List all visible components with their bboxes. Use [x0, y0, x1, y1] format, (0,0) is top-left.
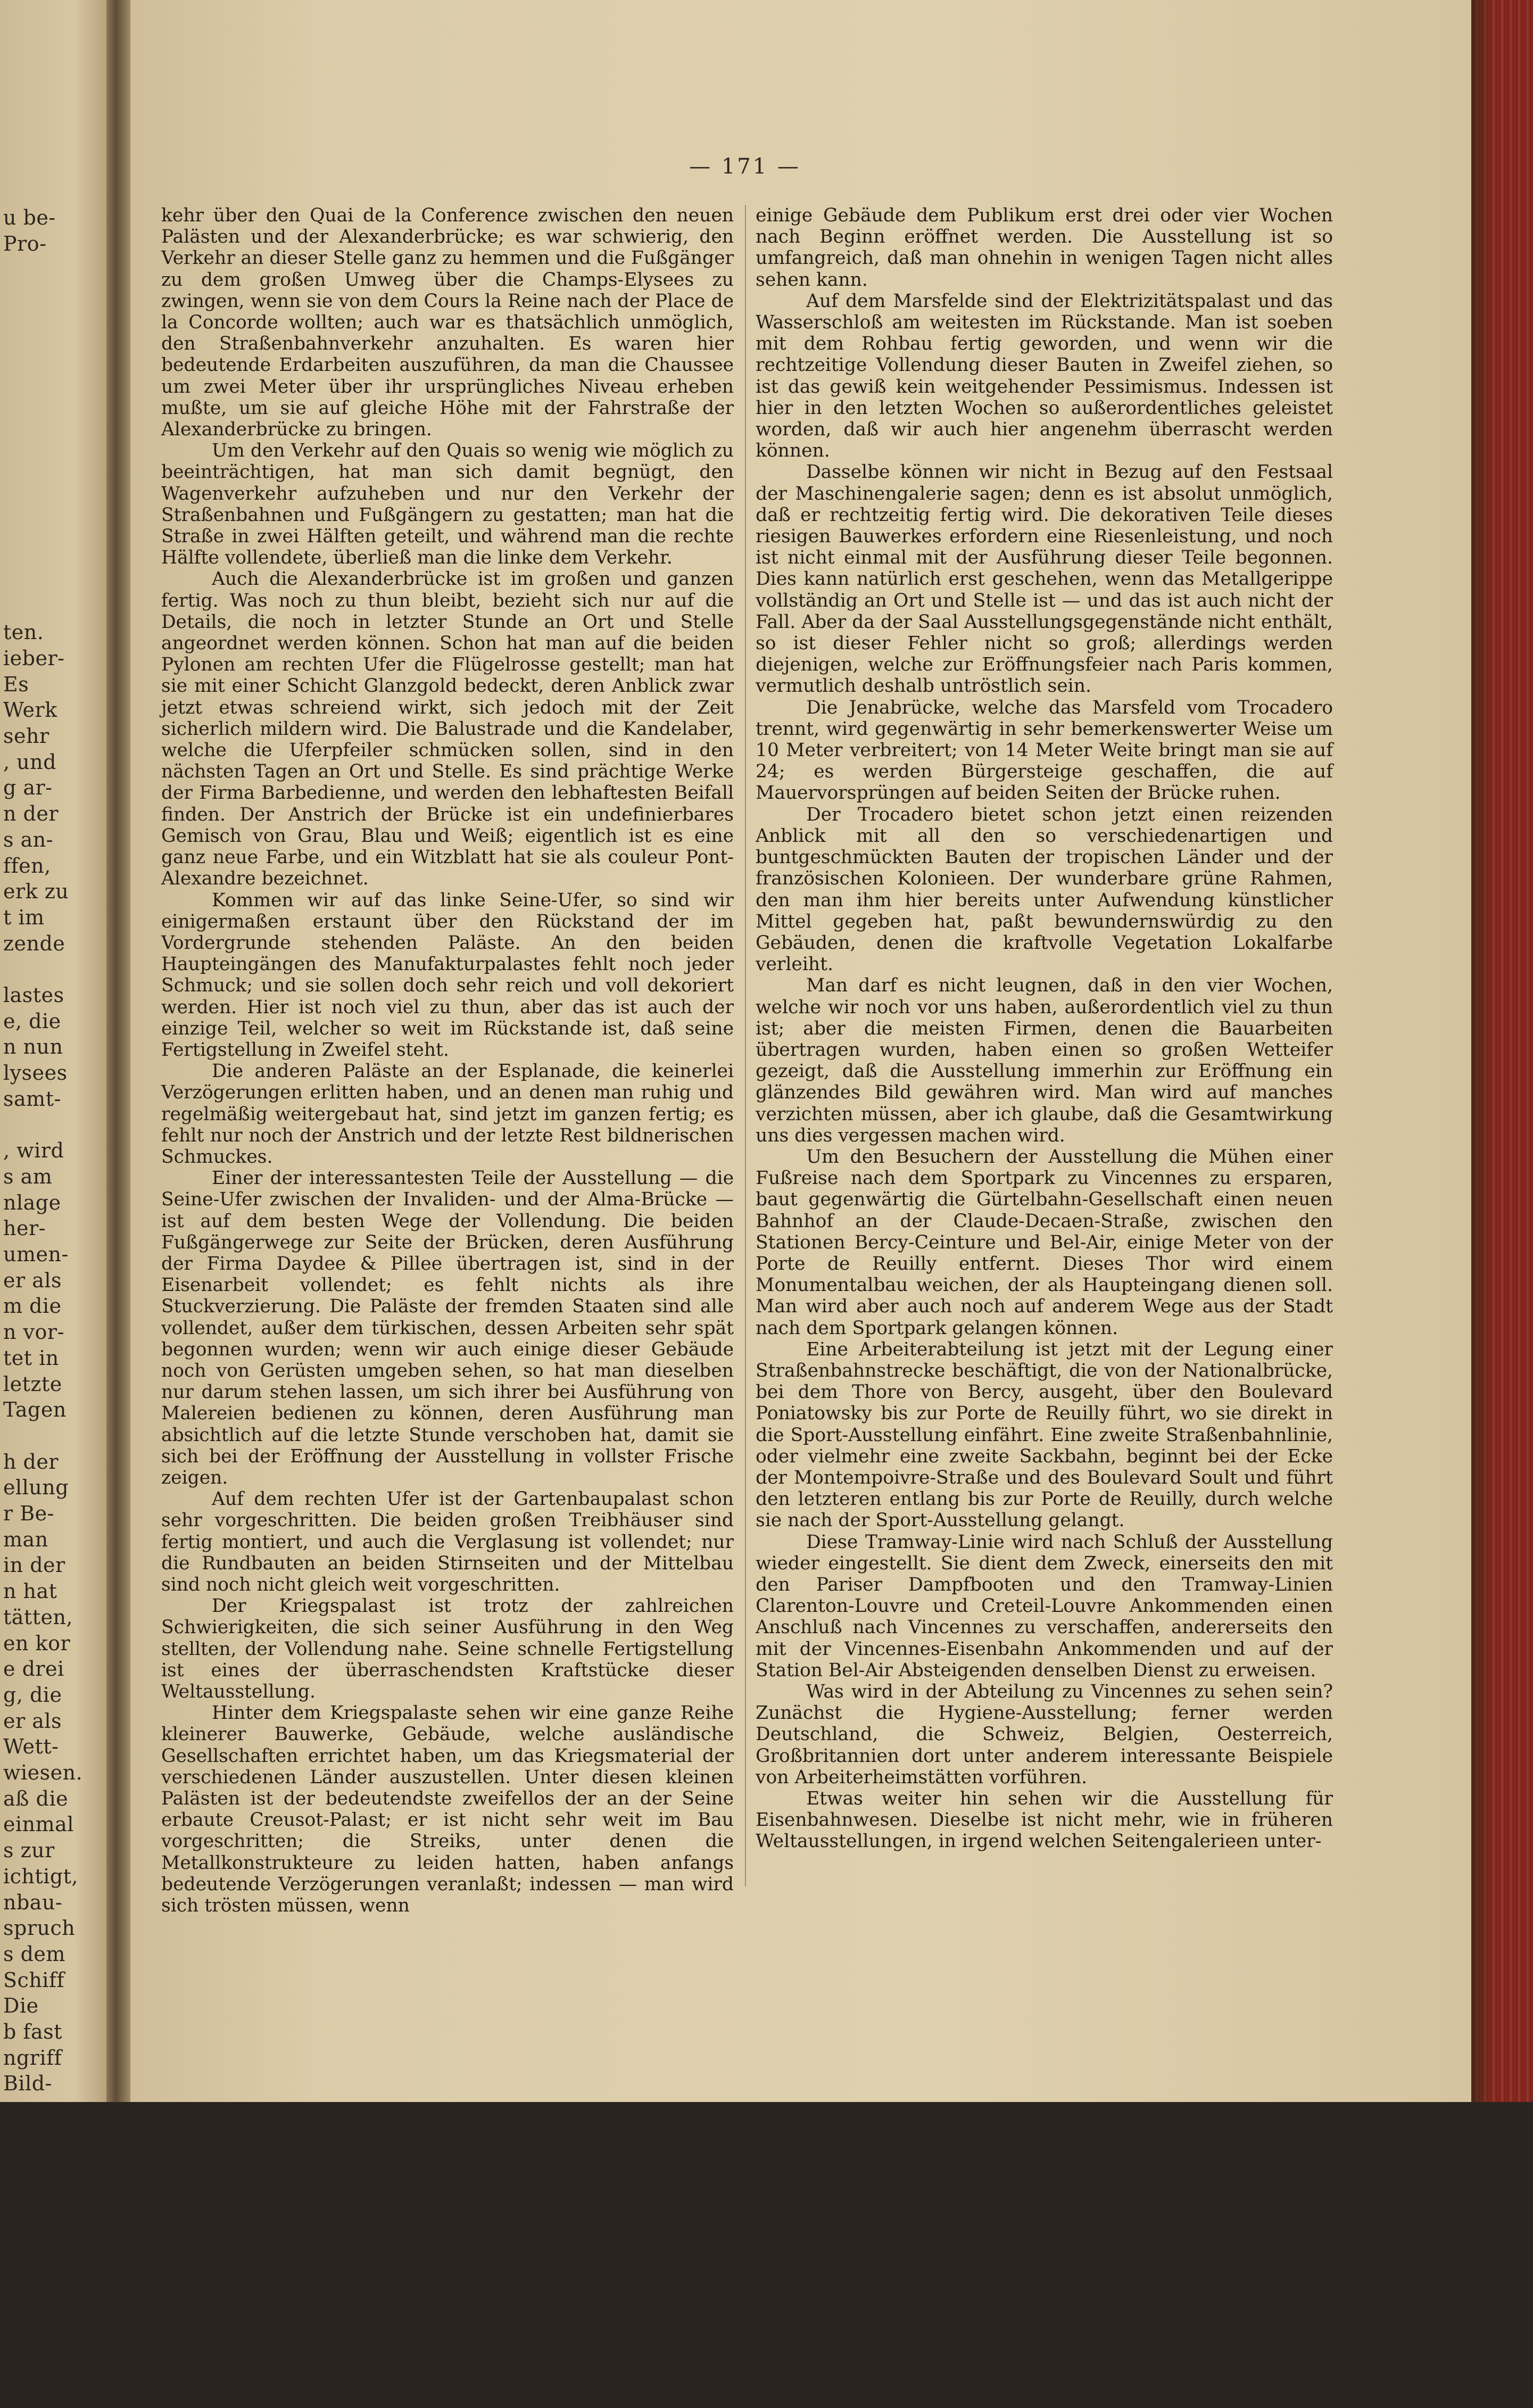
- book-page-stack-edge: [1471, 0, 1533, 2102]
- left-page-fragment: bären,: [3, 2279, 71, 2303]
- book-gutter: [106, 0, 130, 2102]
- paragraph: Einer der interessantesten Teile der Ausstellung — die Seine-Ufer zwischen der Invaliden- und der Alma-Brücke — ist auf dem besten Wege der Vollendung. Die beiden Fußgängerwege zur Seite der Brücken, deren Ausführung der Firma Daydee & Pillee übertragen ist, sind in der Eisenarbeit vollendet; es fehlt nichts als ihre Stuckverzierung. Die Paläste der fremden Staaten sind alle vollendet, außer dem türkischen, dessen Arbeiten sehr spät begonnen wurden; wenn wir auch einige dieser Gebäude noch von Gerüsten umgeben sehen, so hat man dieselben nur darum stehen lassen, um sich ihrer bei Ausführung von Malereien bedienen zu können, deren Ausführung man absichtlich auf die letzte Stunde verschoben hat, damit sie sich bei der Eröffnung der Ausstellung in vollster Frische zeigen.: [161, 1168, 734, 1488]
- left-page-fragment: sehr: [3, 724, 49, 748]
- left-page-fragment: u be-: [3, 206, 56, 229]
- left-page-fragment: ichtigt,: [3, 1864, 79, 1888]
- left-page-fragment: samt-: [3, 1087, 61, 1111]
- page-number: — 171 —: [689, 154, 801, 179]
- paragraph: Die anderen Paläste an der Esplanade, die keinerlei Verzögerungen erlitten haben, und an denen man ruhig und regelmäßig weitergebaut hat, sind jetzt im ganzen fertig; es fehlt nur noch der Anstrich und der letzte Rest bildnerischen Schmuckes.: [161, 1061, 734, 1168]
- text-column-right: [756, 205, 1333, 1852]
- left-page-fragment: g. Die: [3, 2201, 65, 2225]
- paragraph: Um den Besuchern der Ausstellung die Mühen einer Fußreise nach dem Sportpark zu Vincennes zu ersparen, baut gegenwärtig die Gürtelbahn-Gesellschaft einen neuen Bahnhof an der Claude-Decaen-Straße, zwischen den Stationen Bercy-Ceinture und Bel-Air, einige Meter von der Porte de Reuilly entfernt. Dieses Thor wird einem Monumentalbau weichen, der als Haupteingang dienen soll. Man wird aber auch noch auf anderem Wege aus der Stadt nach dem Sportpark gelangen können.: [756, 1146, 1333, 1339]
- paragraph: Hinter dem Kriegspalaste sehen wir eine ganze Reihe kleinerer Bauwerke, Gebäude, welche ausländische Gesellschaften errichtet haben, um das Kriegsmaterial der verschiedenen Länder auszustellen. Unter diesen kleinen Palästen ist der bedeutendste zweifellos der an der Seine erbaute Creusot-Palast; er ist nicht sehr weit im Bau vorgeschritten; die Streiks, unter denen die Metallkonstrukteure zu leiden hatten, haben anfangs bedeutende Verzögerungen veranlaßt; indessen — man wird sich trösten müssen, wenn: [161, 1702, 734, 1917]
- left-page-fragment: n hat: [3, 1579, 57, 1603]
- left-page-fragment: s dem: [3, 1942, 65, 1966]
- paragraph: Man darf es nicht leugnen, daß in den vier Wochen, welche wir noch vor uns haben, außerordentlich viel zu thun ist; aber die meisten Firmen, denen die Bauarbeiten übertragen wurden, haben einen so großen Wetteifer gezeigt, daß die Ausstellung immerhin zur Eröffnung ein glänzendes Bild gewähren wird. Man wird auf manches verzichten müssen, aber ich glaube, daß die Gesamtwirkung uns dies vergessen machen wird.: [756, 975, 1333, 1146]
- left-page-fragment: r Ber-: [3, 2382, 64, 2406]
- left-page-fragment: Wochen: [3, 2149, 86, 2173]
- left-page-fragment: ngriff: [3, 2046, 62, 2070]
- left-page-fragment: Wett-: [3, 1735, 59, 1759]
- left-page-fragment: her-: [3, 1217, 46, 1240]
- left-page-fragment: e, die: [3, 1009, 61, 1033]
- left-page-fragment: b fast: [3, 2020, 62, 2043]
- left-page-fragment: man: [3, 1527, 48, 1551]
- left-page-fragment: s an-: [3, 828, 54, 851]
- left-page-fragment: Pro-: [3, 231, 47, 255]
- left-page-fragment: n nun: [3, 1035, 63, 1059]
- left-page-fragment: lysees: [3, 1061, 68, 1085]
- left-page-fragment: g, die: [3, 1683, 62, 1707]
- left-page-fragment: lastes: [3, 983, 64, 1007]
- paragraph: Kommen wir auf das linke Seine-Ufer, so sind wir einigermaßen erstaunt über den Rückstand der im Vordergrunde stehenden Paläste. An den beiden Haupteingängen des Manufakturpalastes fehlt noch jeder Schmuck; und sie sollen doch sehr reich und voll dekoriert werden. Hier ist noch viel zu thun, aber das ist auch der einzige Teil, welcher so weit im Rückstande ist, daß seine Fertigstellung in Zweifel steht.: [161, 889, 734, 1061]
- left-page-fragment: Tagen: [3, 1398, 67, 1422]
- paragraph: kehr über den Quai de la Conference zwischen den neuen Palästen und der Alexanderbrücke; es war schwierig, den Verkehr an dieser Stelle ganz zu hemmen und die Fußgänger zu dem großen Umweg über die Champs-Elysees zu zwingen, wenn sie von dem Cours la Reine nach der Place de la Concorde wollten; auch war es thatsächlich unmöglich, den Straßenbahnverkehr anzuhalten. Es waren hier bedeutende Erdarbeiten auszuführen, da man die Chaussee um zwei Meter über ihr ursprüngliches Niveau erheben mußte, um sie auf gleiche Höhe mit der Fahrstraße der Alexanderbrücke zu bringen.: [161, 205, 734, 441]
- left-page-fragment: Werk: [3, 698, 57, 722]
- left-page-fragment: aß die: [3, 1786, 69, 1810]
- left-page-fragment: er als: [3, 1268, 62, 1292]
- left-page-fragment: , und: [3, 750, 56, 774]
- left-page-fragment: er als: [3, 1709, 62, 1733]
- left-page-fragment: s zur: [3, 1839, 55, 1863]
- left-page-fragment: erk zu: [3, 880, 69, 904]
- left-page-fragment: , wird: [3, 1139, 64, 1163]
- left-page-fragment: sehen: [3, 2123, 65, 2147]
- left-page-fragment: n das: [3, 2253, 60, 2277]
- left-page-fragment: umen-: [3, 1243, 69, 1266]
- paragraph: Auf dem Marsfelde sind der Elektrizitätspalast und das Wasserschloß am weitesten im Rückstande. Man ist soeben mit dem Rohbau fertig geworden, und wenn wir die rechtzeitige Vollendung dieser Bauten in Zweifel ziehen, so ist das gewiß kein weitgehender Pessimismus. Indessen ist hier in den letzten Wochen so außerordentliches geleistet worden, daß wir auch hier angenehm überrascht werden können.: [756, 290, 1333, 462]
- paragraph: Was wird in der Abteilung zu Vincennes zu sehen sein? Zunächst die Hygiene-Ausstellung; ferner werden Deutschland, die Schweiz, Belgien, Oesterreich, Großbritannien dort unter anderem interessante Beispiele von Arbeiterheimstätten vorführen.: [756, 1681, 1333, 1788]
- left-page-fragment: Schiff: [3, 1968, 65, 1992]
- left-page-fragment: zende: [3, 931, 65, 955]
- paragraph: Eine Arbeiterabteilung ist jetzt mit der Legung einer Straßenbahnstrecke beschäftigt, die von der Nationalbrücke, bei dem Thore von Bercy, ausgeht, über den Boulevard Poniatowsky bis zur Porte de Reuilly führt, wo sie direkt in die Sport-Ausstellung einfährt. Eine zweite Straßenbahnlinie, oder vielmehr eine zweite Sackbahn, beginnt bei der Ecke der Montempoivre-Straße und des Boulevard Soult und führt den letzteren entlang bis zur Porte de Reuilly, durch welche sie nach der Sport-Ausstellung gelangt.: [756, 1338, 1333, 1532]
- left-page-fragment: h der: [3, 1450, 59, 1474]
- left-page-fragment: nlage: [3, 1190, 61, 1214]
- previous-page-edge: [0, 0, 106, 2406]
- left-page-fragment: ffen,: [3, 854, 51, 878]
- left-page-fragment: he die: [3, 2331, 68, 2355]
- left-page-fragment: Die: [3, 1994, 39, 2018]
- left-page-fragment: r Be-: [3, 1502, 54, 1525]
- left-page-fragment: le; die: [3, 2305, 68, 2329]
- paragraph: Um den Verkehr auf den Quais so wenig wie möglich zu beeinträchtigen, hat man sich damit begnügt, den Wagenverkehr aufzuheben und nur den Verkehr der Straßenbahnen und Fußgängern zu gestatten; man hat die Straße in zwei Hälften geteilt, und während man die rechte Hälfte vollendete, überließ man die linke dem Verkehr.: [161, 440, 734, 569]
- left-page-fragment: einmal: [3, 1813, 74, 1836]
- column-divider: [745, 205, 746, 1886]
- left-page-fragment: s am: [3, 1164, 53, 1188]
- left-page-fragment: n der: [3, 802, 59, 826]
- left-page-fragment: außer: [3, 2175, 65, 2199]
- left-page-fragment: letzte: [3, 1372, 62, 1396]
- paragraph: Dasselbe können wir nicht in Bezug auf den Festsaal der Maschinengalerie sagen; denn es ist absolut unmöglich, daß er rechtzeitig fertig wird. Die dekorativen Teile dieses riesigen Bauwerkes erfordern eine Riesenleistung, und noch ist nicht einmal mit der Ausführung dieser Teile begonnen. Dies kann natürlich erst geschehen, wenn das Metallgerippe vollständig an Ort und Stelle ist — und das ist auch nicht der Fall. Aber da der Saal Ausstellungsgegenstände nicht enthält, so ist dieser Fehler nicht so groß; allerdings werden diejenigen, welche zur Eröffnungsfeier nach Paris kommen, vermutlich deshalb untröstlich sein.: [756, 461, 1333, 697]
- left-page-fragment: en kor: [3, 1631, 71, 1655]
- left-page-fragment: wiesen.: [3, 1761, 83, 1784]
- left-page-fragment: spruch: [3, 1916, 76, 1940]
- paragraph: Diese Tramway-Linie wird nach Schluß der Ausstellung wieder eingestellt. Sie dient dem Zweck, einerseits den mit den Pariser Dampfbooten und den Tramway-Linien Clarenton-Louvre und Creteil-Louvre Ankommenden einen Anschluß nach Vincennes zu verschaffen, andererseits den mit der Vincennes-Eisenbahn Ankommenden und auf der Station Bel-Air Absteigenden denselben Dienst zu erweisen.: [756, 1531, 1333, 1681]
- left-page-fragment: ten.: [3, 620, 44, 644]
- left-page-fragment: g ar-: [3, 776, 53, 800]
- left-page-fragment: in der: [3, 1553, 65, 1577]
- paragraph: Auf dem rechten Ufer ist der Gartenbaupalast schon sehr vorgeschritten. Die beiden großen Treibhäuser sind fertig montiert, und auch die Verglasung ist vollendet; nur die Rundbauten an beiden Stirnseiten und der Mittelbau sind noch nicht gleich weit vorgeschritten.: [161, 1488, 734, 1595]
- paragraph: Etwas weiter hin sehen wir die Ausstellung für Eisenbahnwesen. Dieselbe ist nicht mehr, wie in früheren Weltausstellungen, in irgend welchen Seitengalerieen unter-: [756, 1788, 1333, 1852]
- left-page-fragment: m die: [3, 1294, 62, 1318]
- left-page-fragment: n mit: [3, 2227, 58, 2251]
- left-page-fragment: tätten,: [3, 1605, 73, 1629]
- left-page-fragment: t im: [3, 905, 45, 929]
- left-page-fragment: tet in: [3, 1346, 59, 1370]
- left-page-fragment: nbau-: [3, 1890, 63, 1914]
- paragraph: Der Trocadero bietet schon jetzt einen reizenden Anblick mit all den so verschiedenartigen und buntgeschmückten Bauten der tropischen Länder und der französischen Kolonieen. Der wunderbare grüne Rahmen, den man ihm hier bereits unter Aufwendung künstlicher Mittel gegeben hat, paßt bewundernswürdig zu den Gebäuden, denen die kraftvolle Vegetation Lokalfarbe verleiht.: [756, 804, 1333, 975]
- left-page-fragment: e drei: [3, 1657, 64, 1681]
- left-page-fragment: ieber-: [3, 646, 65, 670]
- paragraph: Der Kriegspalast ist trotz der zahlreichen Schwierigkeiten, die sich seiner Ausführung in den Weg stellten, der Vollendung nahe. Seine schnelle Fertigstellung ist eines der überraschendsten Kraftstücke dieser Weltausstellung.: [161, 1595, 734, 1703]
- left-page-fragment: ellung: [3, 1476, 69, 1500]
- text-column-left: [161, 205, 734, 1916]
- paragraph: Auch die Alexanderbrücke ist im großen und ganzen fertig. Was noch zu thun bleibt, bezieht sich nur auf die Details, die noch in letzter Stunde an Ort und Stelle angeordnet werden können. Schon hat man auf die beiden Pylonen am rechten Ufer die Flügelrosse gestellt; man hat sie mit einer Schicht Glanzgold bedeckt, deren Anblick zwar jetzt etwas schreiend wirkt, sich jedoch mit der Zeit sicherlich mildern wird. Die Balustrade und die Kandelaber, welche die Uferpfeiler schmücken sollen, sind in den nächsten Tagen an Ort und Stelle. Es sind prächtige Werke der Firma Barbedienne, und werden den lebhaftesten Beifall finden. Der Anstrich der Brücke ist ein undefinierbares Gemisch von Grau, Blau und Weiß; eigentlich ist es eine ganz neue Farbe, und ein Witzblatt hat sie als couleur Pont-Alexandre bezeichnet.: [161, 568, 734, 890]
- paragraph: einige Gebäude dem Publikum erst drei oder vier Wochen nach Beginn eröffnet werden. Die Ausstellung ist so umfangreich, daß man ohnehin in wenigen Tagen nicht alles sehen kann.: [756, 205, 1333, 291]
- left-page-fragment: Es: [3, 672, 29, 696]
- left-page-fragment: Bild-: [3, 2072, 52, 2096]
- paragraph: Die Jenabrücke, welche das Marsfeld vom Trocadero trennt, wird gegenwärtig in sehr bemerkenswerter Weise um 10 Meter verbreitert; von 14 Meter Weite bringt man sie auf 24; es werden Bürgersteige geschaffen, die auf Mauervorsprüngen auf beiden Seiten der Brücke ruhen.: [756, 697, 1333, 804]
- left-page-fragment: n vor-: [3, 1320, 64, 1344]
